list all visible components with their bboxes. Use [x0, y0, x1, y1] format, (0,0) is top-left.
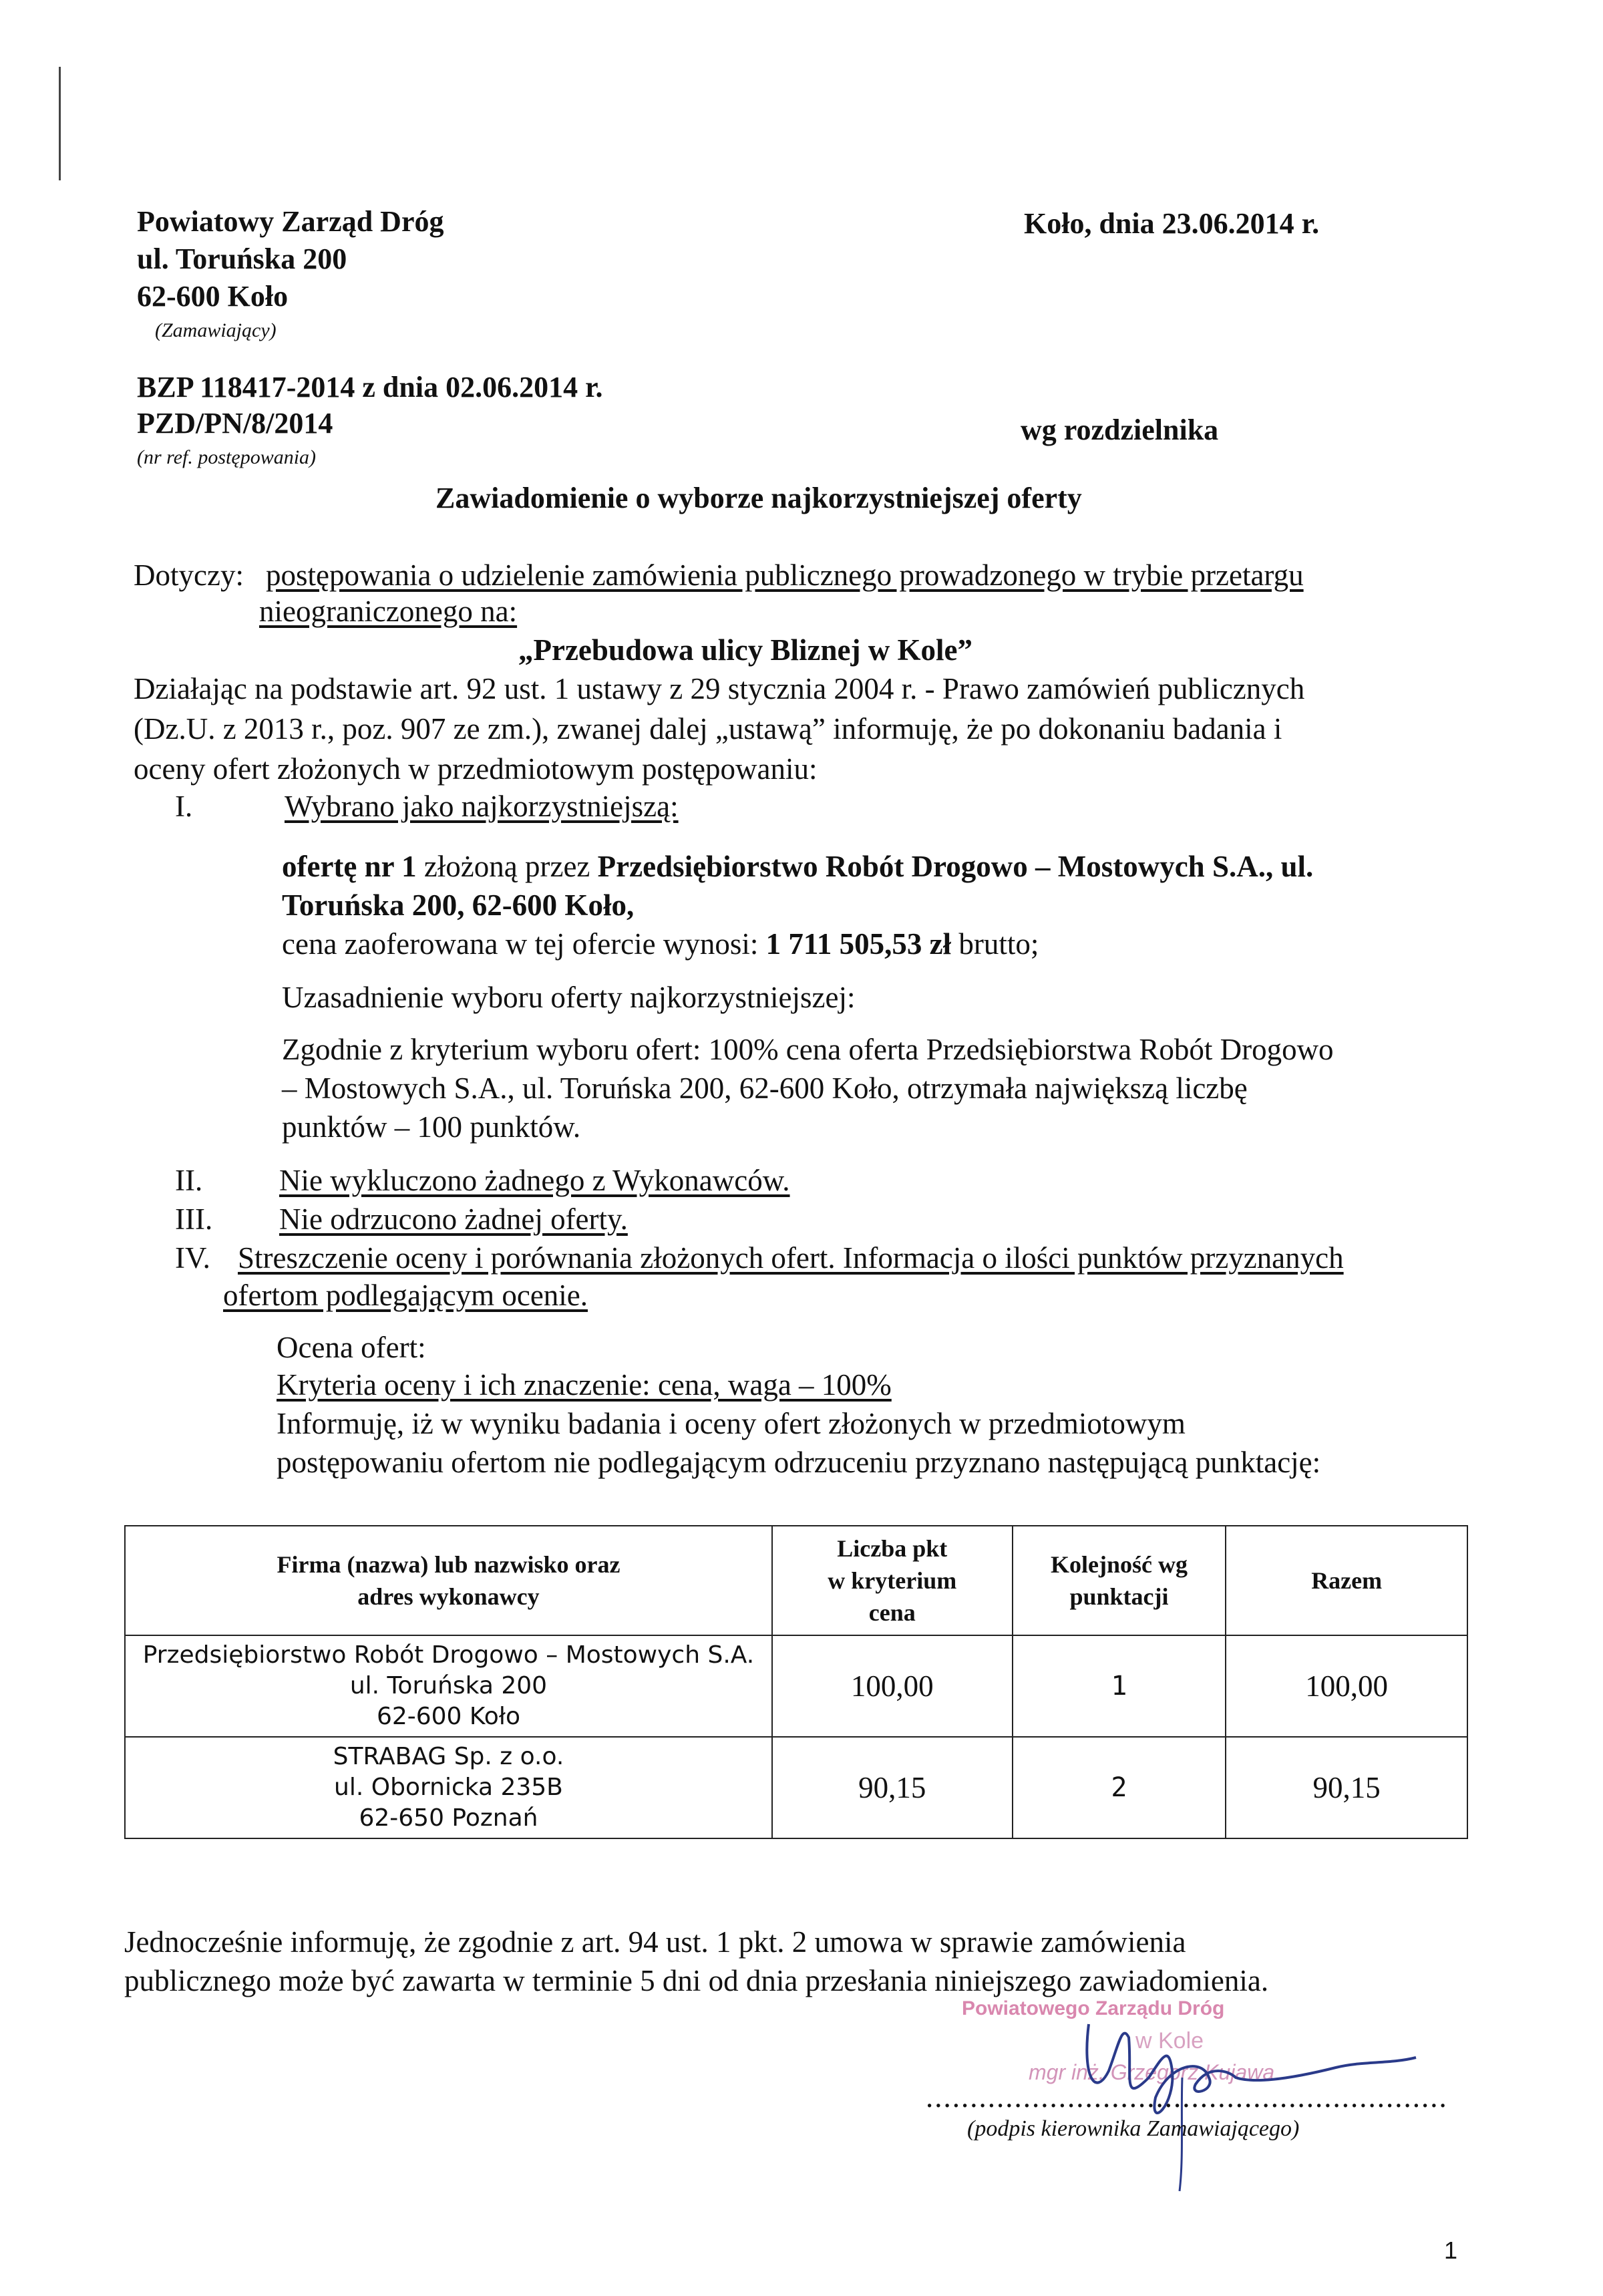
- recipient: wg rozdzielnika: [1021, 414, 1219, 446]
- signature-dots: ...........................................................: [926, 2080, 1448, 2114]
- header-points: [772, 1526, 1013, 1635]
- table-row: [125, 1635, 1467, 1737]
- offer-line-1: [282, 846, 1313, 887]
- header-order: [1013, 1526, 1226, 1635]
- evaluation-info-line-2: postępowaniu ofertom nie podlegającym odrzuceniu przyznano następującą punktację:: [277, 1446, 1321, 1479]
- intro-line-1: Działając na podstawie art. 92 ust. 1 ustawy z 29 stycznia 2004 r. - Prawo zamówień publicznych: [134, 672, 1305, 705]
- row-2-total: 90,15: [1226, 1737, 1467, 1838]
- offer-price: 1 711 505,53 zł: [765, 927, 952, 961]
- offer-number: ofertę nr 1: [282, 850, 417, 883]
- header-points-line-1: Liczba pkt: [837, 1535, 948, 1562]
- stamp-line-3: mgr inż. Grzegorz Kujawa: [1029, 2060, 1275, 2084]
- table-row: [125, 1737, 1467, 1838]
- evaluation-heading: Ocena ofert:: [277, 1331, 426, 1364]
- row-1-firm: [125, 1635, 772, 1737]
- stamp-line-2: w Kole: [1135, 2028, 1204, 2054]
- section-4-line-2: ofertom podlegającym ocenie.: [223, 1279, 588, 1312]
- row-2-firm-line-3: 62-650 Poznań: [359, 1804, 538, 1832]
- page-number: 1: [1444, 2237, 1458, 2264]
- sender-street: ul. Toruńska 200: [137, 242, 347, 275]
- scan-mark: [59, 67, 61, 180]
- section-4-number: IV.: [175, 1241, 210, 1275]
- row-2-firm-line-1: STRABAG Sp. z o.o.: [333, 1743, 564, 1770]
- row-1-firm-line-2: ul. Toruńska 200: [349, 1672, 548, 1699]
- price-prefix: cena zaoferowana w tej ofercie wynosi:: [282, 927, 766, 961]
- row-1-firm-line-1: Przedsiębiorstwo Robót Drogowo – Mostowych S.A.: [142, 1641, 755, 1669]
- section-1-heading: Wybrano jako najkorzystniejszą:: [285, 790, 679, 823]
- section-1-number: I.: [175, 790, 193, 823]
- section-2-text: Nie wykluczono żadnego z Wykonawców.: [279, 1164, 790, 1197]
- offer-price-line: [282, 923, 1039, 965]
- intro-line-2: (Dz.U. z 2013 r., poz. 907 ze zm.), zwanej dalej „ustawą” informuję, że po dokonaniu badania i: [134, 712, 1282, 746]
- header-order-line-1: Kolejność wg: [1050, 1551, 1188, 1578]
- header-points-line-3: cena: [868, 1599, 916, 1626]
- closing-line-1: Jednocześnie informuję, że zgodnie z art. 94 ust. 1 pkt. 2 umowa w sprawie zamówienia: [124, 1925, 1186, 1959]
- offer-company-2: Toruńska 200, 62-600 Koło,: [282, 888, 635, 922]
- row-2-order: 2: [1013, 1737, 1226, 1838]
- header-points-line-2: w kryterium: [828, 1567, 957, 1594]
- case-number: PZD/PN/8/2014: [137, 407, 333, 440]
- row-1-total: 100,00: [1226, 1635, 1467, 1737]
- price-suffix: brutto;: [951, 927, 1039, 961]
- project-name: „Przebudowa ulicy Bliznej w Kole”: [518, 633, 972, 667]
- signature-caption: (podpis kierownika Zamawiającego): [967, 2116, 1300, 2141]
- row-1-order: 1: [1013, 1635, 1226, 1737]
- header-firm: [125, 1526, 772, 1635]
- section-3-number: III.: [175, 1202, 213, 1236]
- row-2-firm-line-2: ul. Obornicka 235B: [334, 1774, 563, 1801]
- sender-city: 62-600 Koło: [137, 280, 289, 313]
- header-order-line-2: punktacji: [1069, 1583, 1169, 1610]
- justification-line-1: Zgodnie z kryterium wyboru ofert: 100% cena oferta Przedsiębiorstwa Robót Drogowo: [282, 1033, 1334, 1066]
- concerns-line-1: postępowania o udzielenie zamówienia publicznego prowadzonego w trybie przetargu: [266, 558, 1304, 592]
- justification-line-2: – Mostowych S.A., ul. Toruńska 200, 62-600 Koło, otrzymała największą liczbę: [282, 1072, 1248, 1105]
- header-firm-line-2: adres wykonawcy: [357, 1583, 540, 1610]
- row-1-points: 100,00: [772, 1635, 1013, 1737]
- section-2-number: II.: [175, 1164, 203, 1197]
- row-1-firm-line-3: 62-600 Koło: [376, 1703, 520, 1730]
- place-date: Koło, dnia 23.06.2014 r.: [1024, 207, 1320, 240]
- stamp-line-1: Powiatowego Zarządu Dróg: [962, 1997, 1225, 2019]
- concerns-line-2: nieograniczonego na:: [259, 595, 518, 628]
- header-firm-line-1: Firma (nazwa) lub nazwisko oraz: [277, 1551, 620, 1578]
- section-3-text: Nie odrzucono żadnej oferty.: [279, 1202, 628, 1236]
- row-2-points: 90,15: [772, 1737, 1013, 1838]
- offer-company-1: Przedsiębiorstwo Robót Drogowo – Mostowych S.A., ul.: [597, 850, 1314, 883]
- case-number-label: (nr ref. postępowania): [137, 446, 317, 468]
- intro-line-3: oceny ofert złożonych w przedmiotowym postępowaniu:: [134, 752, 818, 786]
- table-header-row: [125, 1526, 1467, 1635]
- sender-name: Powiatowy Zarząd Dróg: [137, 205, 444, 238]
- sender-role: (Zamawiający): [155, 319, 277, 341]
- header-total: Razem: [1226, 1526, 1467, 1635]
- document-title: Zawiadomienie o wyborze najkorzystniejszej oferty: [435, 482, 1082, 514]
- justification-heading: Uzasadnienie wyboru oferty najkorzystniejszej:: [282, 981, 856, 1014]
- concerns-label: Dotyczy:: [134, 558, 244, 592]
- offer-submitted-by: złożoną przez: [416, 850, 598, 883]
- justification-line-3: punktów – 100 punktów.: [282, 1110, 581, 1144]
- section-4-line-1: Streszczenie oceny i porównania złożonych ofert. Informacja o ilości punktów przyznanych: [238, 1241, 1344, 1275]
- closing-line-2: publicznego może być zawarta w terminie 5 dni od dnia przesłania niniejszego zawiadomienia.: [124, 1964, 1269, 1997]
- results-table: [124, 1525, 1468, 1839]
- row-2-firm: [125, 1737, 772, 1838]
- evaluation-criteria: Kryteria oceny i ich znaczenie: cena, waga – 100%: [277, 1368, 892, 1402]
- bzp-reference: BZP 118417-2014 z dnia 02.06.2014 r.: [137, 371, 603, 403]
- evaluation-info-line-1: Informuję, iż w wyniku badania i oceny ofert złożonych w przedmiotowym: [277, 1407, 1186, 1440]
